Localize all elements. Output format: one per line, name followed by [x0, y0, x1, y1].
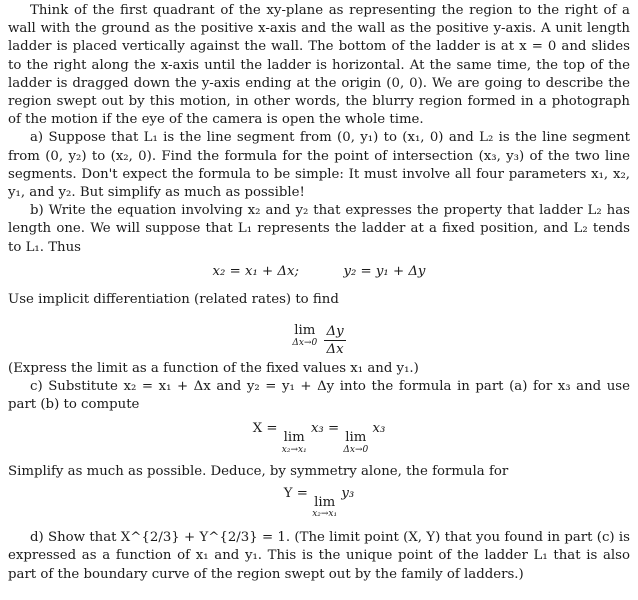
limit-subscript: Δx→0: [292, 337, 318, 348]
limit-operator-c2: lim Δx→0: [343, 430, 369, 455]
equation-b-left: x₂ = x₁ + Δx;: [212, 263, 299, 279]
limit-operator-d: lim x₂→x₁: [312, 494, 338, 520]
fraction-dy-dx: [324, 325, 345, 356]
equation-d: [8, 485, 630, 519]
equation-c-x3-first: x₃ =: [310, 421, 340, 437]
part-d-paragraph: d) Show that X^{2/3} + Y^{2/3} = 1. (The limit point (X, Y) that you found in part (c) is expressed as a function of x₁ and y₁. This is the unique point of the ladder L₁ that is also part of the boundary curve of the region swept out by the family of ladders.): [8, 530, 630, 582]
part-b-paragraph: b) Write the equation involving x₂ and y₂ that expresses the property that ladder L₂ has length one. We will suppose that L₁ represents the ladder at a fixed position, and L₂ tends to L₁. Thus: [8, 203, 630, 255]
part-c-paragraph: c) Substitute x₂ = x₁ + Δx and y₂ = y₁ + Δy into the formula in part (a) for x₃ and use part (b) to compute: [8, 379, 630, 413]
equation-c: [8, 420, 630, 454]
limit-operator: lim Δx→0: [292, 323, 318, 348]
fraction-numerator: Δy: [326, 324, 344, 340]
limit-operator-c1: lim x₂→x₁: [281, 430, 307, 455]
symmetry-text: Simplify as much as possible. Deduce, by symmetry alone, the formula for: [8, 463, 509, 479]
limit-dy-dx: [8, 313, 630, 356]
equation-c-X: X =: [252, 421, 278, 437]
equation-d-Y: Y =: [283, 485, 308, 501]
equation-b-right: y₂ = y₁ + Δy: [343, 263, 426, 279]
implicit-differentiation-text: Use implicit differentiation (related rates) to find: [8, 292, 339, 308]
intro-paragraph: Think of the first quadrant of the xy-plane as representing the region to the right of a wall with the ground as the positive x-axis and the wall as the positive y-axis. A unit length ladder is placed vertically against the wall. The bottom of the ladder is at x = 0 and slides to the right along the x-axis until the ladder is horizontal. At the same time, the top of the ladder is dragged down the y-axis ending at the origin (0, 0). We are going to describe the region swept out by this motion, in other words, the blurry region formed in a photograph of the motion if the eye of the camera is open the whole time.: [8, 3, 630, 128]
equation-d-y3: y₃: [341, 485, 355, 501]
equation-b: [8, 263, 630, 281]
equation-c-x3-second: x₃: [372, 421, 386, 437]
express-limit-text: (Express the limit as a function of the fixed values x₁ and y₁.): [8, 360, 419, 376]
fraction-denominator: Δx: [326, 341, 344, 357]
part-a-paragraph: a) Suppose that L₁ is the line segment from (0, y₁) to (x₁, 0) and L₂ is the line segment from (0, y₂) to (x₂, 0). Find the formula for the point of intersection (x₃, y₃) of the two line segments. Don't expect the formula to be simple: It must involve all four parameters x₁, x₂, y₁, and y₂. But simplify as much as possible!: [8, 130, 630, 201]
